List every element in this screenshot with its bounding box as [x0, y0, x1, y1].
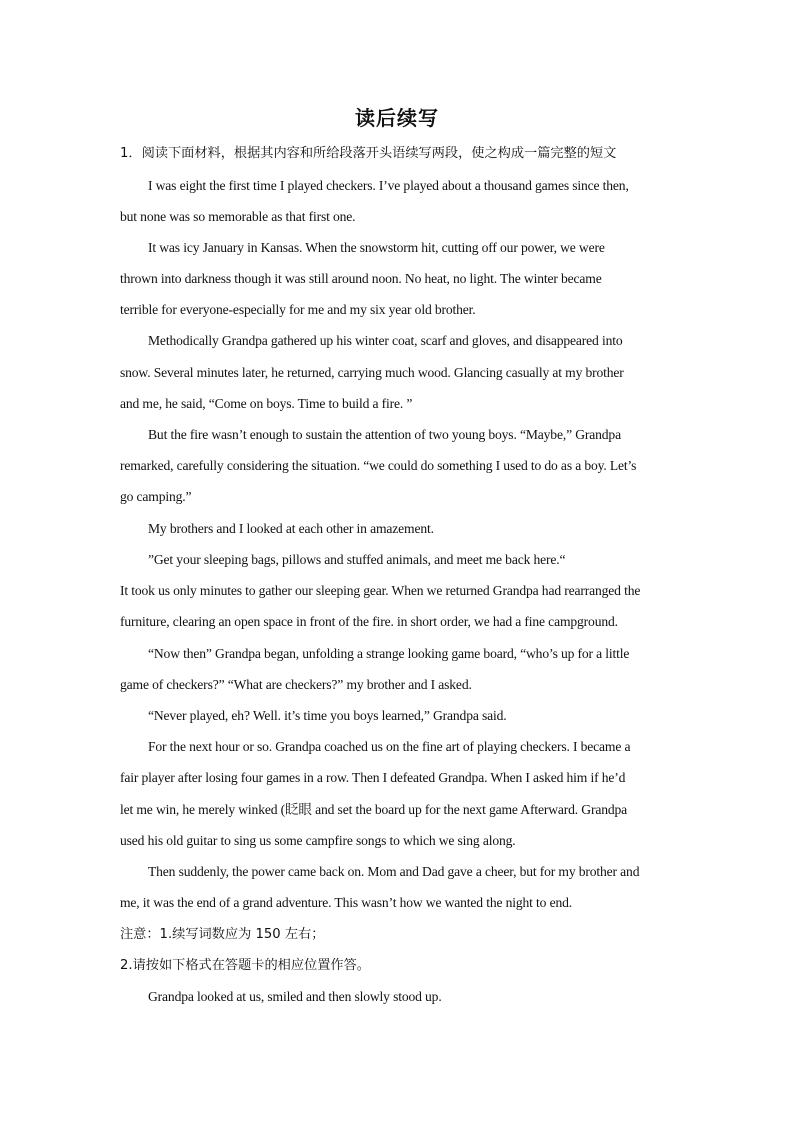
passage-line: furniture, clearing an open space in front of the fire. in short order, we had a fine campground.: [120, 614, 618, 629]
passage-line: me, it was the end of a grand adventure. This wasn’t how we wanted the night to end.: [120, 895, 572, 910]
passage-line: Methodically Grandpa gathered up his winter coat, scarf and gloves, and disappeared into: [148, 333, 623, 348]
passage-line: It took us only minutes to gather our sleeping gear. When we returned Grandpa had rearranged the: [120, 583, 641, 598]
passage-line: thrown into darkness though it was still around noon. No heat, no light. The winter became: [120, 271, 602, 286]
format-note: 2.请按如下格式在答题卡的相应位置作答。: [120, 958, 370, 973]
passage-line: terrible for everyone-especially for me and my six year old brother.: [120, 302, 476, 317]
passage-line: but none was so memorable as that first one.: [120, 209, 356, 224]
passage-line: “Now then” Grandpa began, unfolding a strange looking game board, “who’s up for a little: [148, 646, 630, 661]
passage-line: remarked, carefully considering the situation. “we could do something I used to do as a boy. Let’s: [120, 458, 637, 473]
passage-line: But the fire wasn’t enough to sustain the attention of two young boys. “Maybe,” Grandpa: [148, 427, 621, 442]
question-instruction: 1．阅读下面材料，根据其内容和所给段落开头语续写两段，使之构成一篇完整的短文: [120, 146, 617, 161]
passage-line: game of checkers?” “What are checkers?” my brother and I asked.: [120, 677, 472, 692]
passage-line: let me win, he merely winked (眨眼 and set the board up for the next game Afterward. Grandpa: [120, 802, 628, 817]
passage-line: I was eight the first time I played checkers. I’ve played about a thousand games since then,: [148, 178, 629, 193]
passage-line: For the next hour or so. Grandpa coached us on the fine art of playing checkers. I became a: [148, 739, 631, 754]
passage-line: go camping.”: [120, 489, 192, 504]
passage-line: My brothers and I looked at each other in amazement.: [148, 521, 434, 536]
passage-line: fair player after losing four games in a row. Then I defeated Grandpa. When I asked him if he’d: [120, 770, 626, 785]
passage-line: “Never played, eh? Well. it’s time you boys learned,” Grandpa said.: [148, 708, 507, 723]
passage-line: It was icy January in Kansas. When the snowstorm hit, cutting off our power, we were: [148, 240, 605, 255]
passage-line: and me, he said, “Come on boys. Time to build a fire. ”: [120, 396, 413, 411]
passage-line: Then suddenly, the power came back on. Mom and Dad gave a cheer, but for my brother and: [148, 864, 640, 879]
passage-line: ”Get your sleeping bags, pillows and stuffed animals, and meet me back here.“: [148, 552, 566, 567]
continuation-opening: Grandpa looked at us, smiled and then slowly stood up.: [148, 989, 442, 1004]
page-title: 读后续写: [355, 106, 439, 130]
passage-line: snow. Several minutes later, he returned, carrying much wood. Glancing casually at my brother: [120, 365, 624, 380]
word-count-note: 注意：1.续写词数应为 150 左右；: [120, 927, 325, 942]
passage-line: used his old guitar to sing us some campfire songs to which we sing along.: [120, 833, 516, 848]
